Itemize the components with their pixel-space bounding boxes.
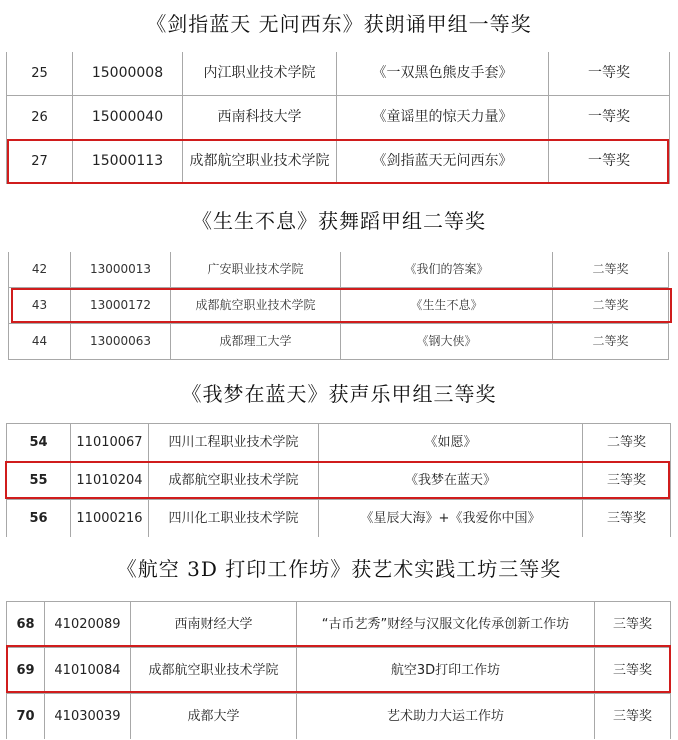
entry-code: 13000063 [71, 324, 171, 360]
table-row [7, 500, 671, 538]
entry-code: 41020089 [45, 602, 131, 648]
school-name: 四川工程职业技术学院 [149, 424, 319, 462]
table-row [7, 96, 670, 140]
work-title: 《我梦在蓝天》 [319, 462, 583, 500]
row-number: 70 [7, 694, 45, 740]
award-level: 二等奖 [583, 424, 671, 462]
entry-code: 15000113 [73, 140, 183, 184]
work-title: 《如愿》 [319, 424, 583, 462]
award-table-4 [6, 601, 671, 739]
work-title: 《童谣里的惊天力量》 [337, 96, 549, 140]
row-number: 69 [7, 648, 45, 694]
table-row-highlighted [9, 288, 669, 324]
award-level: 一等奖 [549, 52, 670, 96]
award-level: 三等奖 [583, 500, 671, 538]
award-level: 三等奖 [595, 694, 671, 740]
table-row [9, 324, 669, 360]
entry-code: 13000172 [71, 288, 171, 324]
section-2-title: 《生生不息》获舞蹈甲组二等奖 [192, 209, 486, 233]
work-title: 艺术助力大运工作坊 [297, 694, 595, 740]
entry-code: 13000013 [71, 252, 171, 288]
work-title: 《生生不息》 [341, 288, 553, 324]
award-level: 三等奖 [583, 462, 671, 500]
entry-code: 15000008 [73, 52, 183, 96]
row-number: 68 [7, 602, 45, 648]
work-title: 《钢大侠》 [341, 324, 553, 360]
row-number: 54 [7, 424, 71, 462]
row-number: 26 [7, 96, 73, 140]
award-level: 一等奖 [549, 140, 670, 184]
award-level: 二等奖 [553, 252, 669, 288]
entry-code: 11010067 [71, 424, 149, 462]
section-3-title: 《我梦在蓝天》获声乐甲组三等奖 [181, 382, 497, 406]
table-row-highlighted [7, 462, 671, 500]
entry-code: 11000216 [71, 500, 149, 538]
entry-code: 11010204 [71, 462, 149, 500]
work-title: “古币艺秀”财经与汉服文化传承创新工作坊 [297, 602, 595, 648]
school-name: 成都航空职业技术学院 [171, 288, 341, 324]
school-name: 成都航空职业技术学院 [149, 462, 319, 500]
section-4-title: 《航空 3D 打印工作坊》获艺术实践工坊三等奖 [116, 557, 562, 581]
table-row-highlighted [7, 140, 670, 184]
school-name: 广安职业技术学院 [171, 252, 341, 288]
work-title: 《剑指蓝天无问西东》 [337, 140, 549, 184]
table-row [7, 694, 671, 740]
row-number: 55 [7, 462, 71, 500]
school-name: 成都航空职业技术学院 [131, 648, 297, 694]
entry-code: 41010084 [45, 648, 131, 694]
row-number: 42 [9, 252, 71, 288]
work-title: 航空3D打印工作坊 [297, 648, 595, 694]
entry-code: 15000040 [73, 96, 183, 140]
table-row [7, 424, 671, 462]
award-level: 二等奖 [553, 288, 669, 324]
table-row [7, 602, 671, 648]
table-row-highlighted [7, 648, 671, 694]
award-level: 一等奖 [549, 96, 670, 140]
work-title: 《星辰大海》+《我爱你中国》 [319, 500, 583, 538]
school-name: 西南财经大学 [131, 602, 297, 648]
table-row [9, 252, 669, 288]
section-1-title: 《剑指蓝天 无问西东》获朗诵甲组一等奖 [146, 12, 532, 36]
row-number: 44 [9, 324, 71, 360]
school-name: 西南科技大学 [183, 96, 337, 140]
award-level: 二等奖 [553, 324, 669, 360]
award-level: 三等奖 [595, 648, 671, 694]
award-table-3 [6, 423, 671, 537]
work-title: 《我们的答案》 [341, 252, 553, 288]
award-table-1 [6, 52, 670, 184]
row-number: 56 [7, 500, 71, 538]
row-number: 27 [7, 140, 73, 184]
school-name: 成都大学 [131, 694, 297, 740]
row-number: 25 [7, 52, 73, 96]
award-table-2 [8, 252, 669, 360]
school-name: 成都航空职业技术学院 [183, 140, 337, 184]
work-title: 《一双黑色熊皮手套》 [337, 52, 549, 96]
row-number: 43 [9, 288, 71, 324]
table-row [7, 52, 670, 96]
school-name: 内江职业技术学院 [183, 52, 337, 96]
entry-code: 41030039 [45, 694, 131, 740]
award-level: 三等奖 [595, 602, 671, 648]
school-name: 成都理工大学 [171, 324, 341, 360]
school-name: 四川化工职业技术学院 [149, 500, 319, 538]
